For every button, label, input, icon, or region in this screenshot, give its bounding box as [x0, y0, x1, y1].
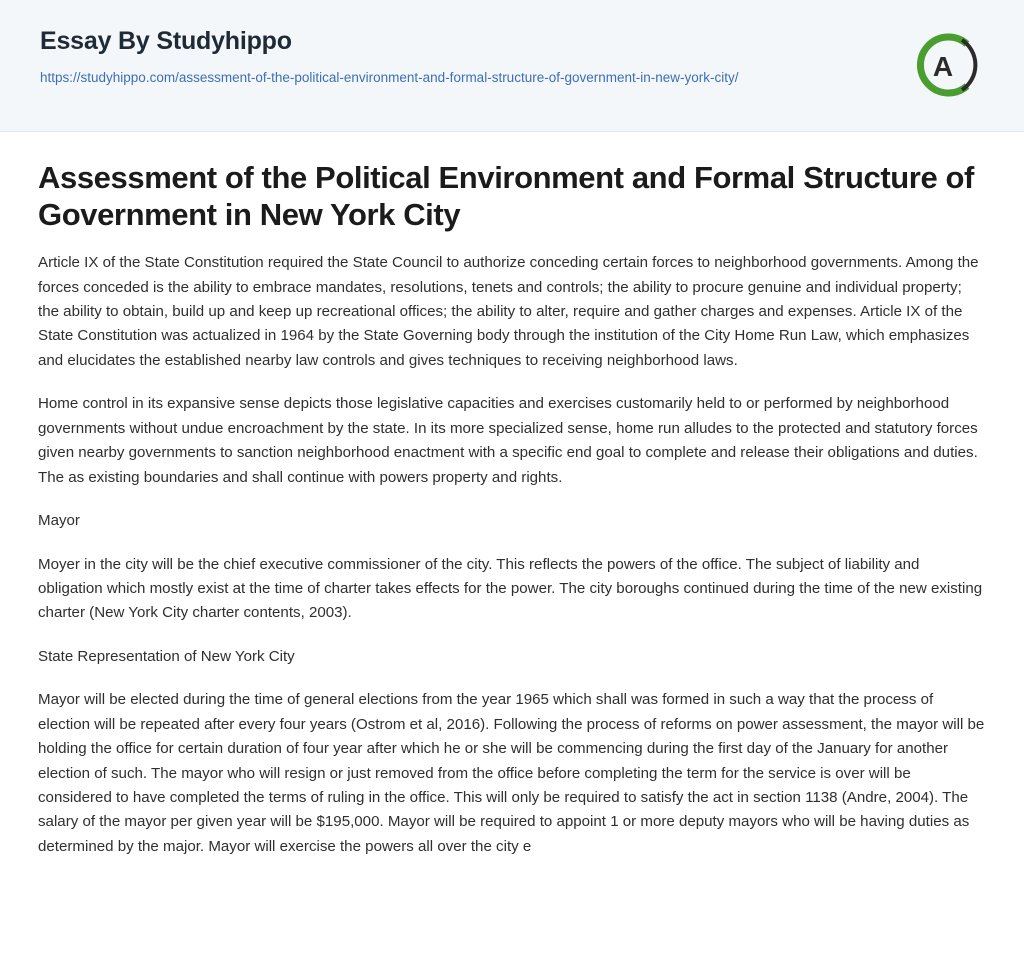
paragraph: Mayor will be elected during the time of general elections from the year 1965 which shall was formed in such a way that the process of election will be repeated after every four years (Ostrom et al, 2016). Following the process of reforms on power assessment, the mayor will be holding the office for certain duration of four year after which he or she will be commencing during the first day of the January for another election of such. The mayor who will resign or just removed from the office before completing the term for the service is over will be considered to have completed the terms of ruling in the office. This will only be required to satisfy the act in section 1138 (Andre, 2004). The salary of the mayor per given year will be $195,000. Mayor will be required to appoint 1 or more deputy mayors who will be having duties as determined by the major. Mayor will exercise the powers all over the city e	[38, 691, 985, 855]
paragraph: Moyer in the city will be the chief executive commissioner of the city. This reflects the powers of the office. The subject of liability and obligation which mostly exist at the time of charter takes effects for the power. The city boroughs continued during the time of the new existing charter (New York City charter contents, 2003).	[38, 555, 983, 622]
site-header	[0, 0, 1024, 132]
site-brand: Essay By Studyhippo	[40, 27, 292, 55]
paragraph: Article IX of the State Constitution required the State Council to authorize conceding certain forces to neighborhood governments. Among the forces conceded is the ability to embrace mandates, resolutions, tenets and controls; the ability to procure genuine and individual property; the ability to obtain, build up and keep up recreational offices; the ability to alter, require and gather charges and expenses. Article IX of the State Constitution was actualized in 1964 by the State Governing body through the institution of the City Home Run Law, which emphasizes and elucidates the established nearby law controls and gives techniques to receiving neighborhood laws.	[38, 254, 979, 369]
section-heading-state-representation: State Representation of New York City	[38, 647, 295, 665]
section-heading-mayor: Mayor	[38, 512, 80, 530]
source-url-link[interactable]: https://studyhippo.com/assessment-of-the-political-environment-and-formal-structure-of-government-in-new-york-city/	[40, 69, 739, 85]
article-body	[0, 132, 1024, 859]
page-title: Assessment of the Political Environment and Formal Structure of Government in New York City	[38, 160, 974, 232]
paragraph: Home control in its expansive sense depicts those legislative capacities and exercises customarily held to or performed by neighborhood governments without undue encroachment by the state. In its more specialized sense, home run alludes to the protected and statutory forces given nearby governments to sanction neighborhood enactment with a specific end goal to complete and release their obligations and duties. The as existing boundaries and shall continue with powers property and rights.	[38, 395, 978, 486]
studyhippo-logo-icon	[904, 26, 982, 104]
bottom-fade	[0, 940, 1024, 980]
svg-text:A: A	[932, 51, 954, 82]
